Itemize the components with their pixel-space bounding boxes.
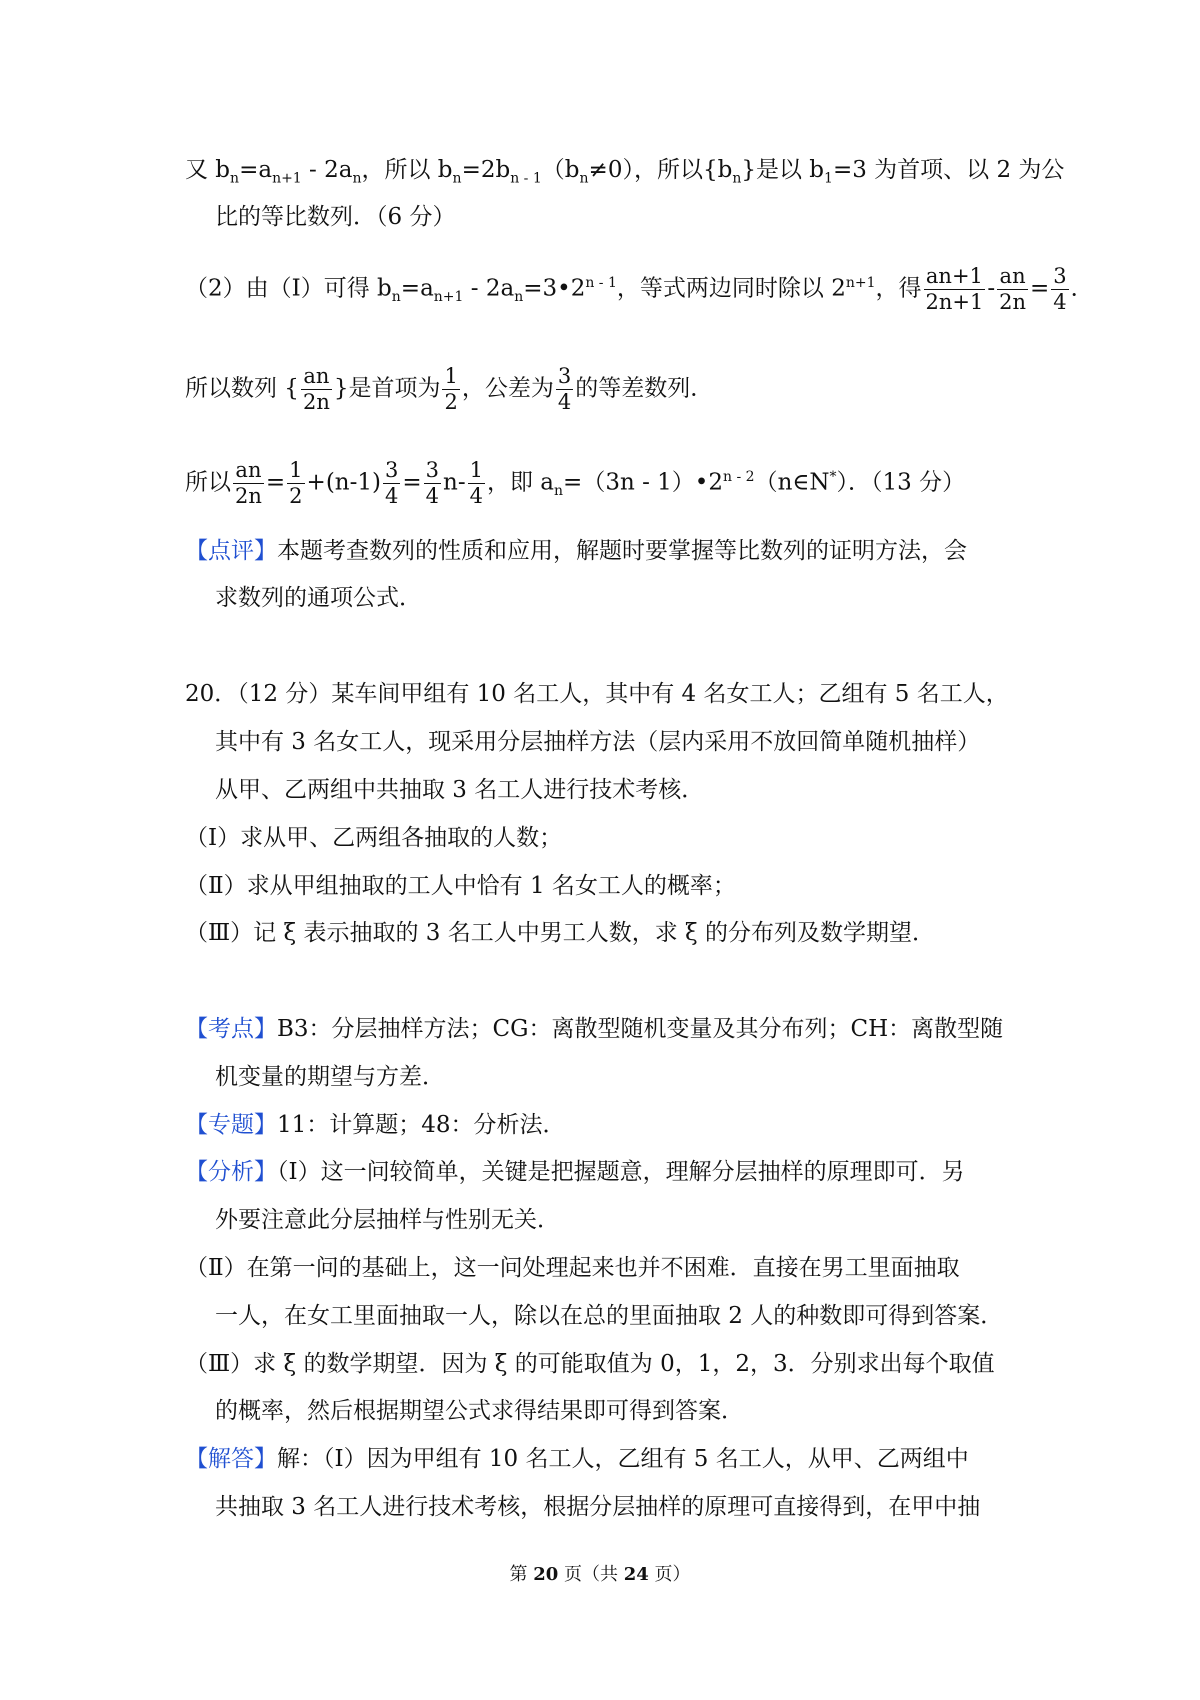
fraction: $\frac{3}{4}$ [384, 458, 399, 508]
zhuanti-tag: 【专题】 [185, 1112, 277, 1138]
fraction: $\frac{an}{2n}$ [999, 264, 1027, 314]
jieda-line-1: 【解答】解：（Ⅰ）因为甲组有 10 名工人，乙组有 5 名工人，从甲、乙两组中 [185, 1446, 969, 1472]
fenxi-tag: 【分析】 [185, 1159, 277, 1185]
fraction: $\frac{1}{2}$ [444, 364, 458, 414]
fenxi-line-2: 外要注意此分层抽样与性别无关． [215, 1207, 560, 1233]
fenxi-line-6: 的概率，然后根据期望公式求得结果即可得到答案． [215, 1398, 744, 1424]
question-3: （Ⅲ）记 ξ 表示抽取的 3 名工人中男工人数，求 ξ 的分布列及数学期望． [185, 920, 936, 946]
question-2: （Ⅱ）求从甲组抽取的工人中恰有 1 名女工人的概率； [185, 873, 736, 899]
page-total: 24 [623, 1564, 649, 1585]
fenxi-line-5: （Ⅲ）求 ξ 的数学期望．因为 ξ 的可能取值为 0，1，2，3．分别求出每个取值 [185, 1351, 995, 1377]
question-1: （Ⅰ）求从甲、乙两组各抽取的人数； [185, 825, 563, 851]
comment-line-1: 【点评】本题考查数列的性质和应用，解题时要掌握等比数列的证明方法，会 [185, 538, 967, 564]
fraction: $\frac{an}{2n}$ [302, 364, 330, 414]
solution-line-1: 又 $b_n=a_{n+1} - 2a_n$，所以 $b_n=2b_{n - 1}(b_n\ne 0)$，所以$\{b_n\}$是以 $b_1=3$ 为首项、以 2 为公 [185, 157, 1065, 187]
fraction: $\frac{1}{4}$ [469, 458, 483, 508]
kaodian-line-2: 机变量的期望与方差． [215, 1064, 445, 1090]
zhuanti-line: 【专题】11：计算题；48：分析法． [185, 1112, 566, 1138]
page-footer: 第 20 页（共 24 页） [509, 1564, 691, 1585]
jieda-line-2: 共抽取 3 名工人进行技术考核，根据分层抽样的原理可直接得到，在甲中抽 [215, 1494, 981, 1520]
fraction: $\frac{an+1}{2n+1}$ [925, 264, 984, 314]
kaodian-line-1: 【考点】B3：分层抽样方法；CG：离散型随机变量及其分布列；CH：离散型随 [185, 1016, 1004, 1042]
page-number: 20 [533, 1564, 559, 1585]
solution-line-2: 比的等比数列．（6 分） [215, 204, 456, 230]
jieda-tag: 【解答】 [185, 1446, 277, 1472]
fraction: $\frac{3}{4}$ [1053, 264, 1067, 314]
kaodian-tag: 【考点】 [185, 1016, 277, 1042]
fraction: $\frac{3}{4}$ [557, 364, 572, 414]
solution-line-3: （2）由（I）可得 $b_n=a_{n+1}$ - $2a_n=3•2^{n - 1}$，等式两边同时除以 $2^{n+1}$，得 $\frac{an+1}{2n+1}$ - $\frac{an}{2n}$ = $\frac{3}{4}$ ． [185, 264, 1094, 314]
fraction: $\frac{an}{2n}$ [235, 458, 262, 508]
solution-line-4: 所以数列 { $\frac{an}{2n}$ }是首项为 $\frac{1}{2}$ ，公差为 $\frac{3}{4}$ 的等差数列． [185, 364, 714, 414]
fraction: $\frac{3}{4}$ [425, 458, 440, 508]
comment-line-2: 求数列的通项公式． [215, 585, 422, 611]
problem-line-3: 从甲、乙两组中共抽取 3 名工人进行技术考核． [215, 777, 705, 803]
fenxi-line-4: 一人，在女工里面抽取一人，除以在总的里面抽取 2 人的种数即可得到答案． [215, 1303, 1004, 1329]
fenxi-line-1: 【分析】（Ⅰ）这一问较简单，关键是把握题意，理解分层抽样的原理即可．另 [185, 1159, 965, 1185]
fenxi-line-3: （Ⅱ）在第一问的基础上，这一问处理起来也并不困难．直接在男工里面抽取 [185, 1255, 960, 1281]
solution-line-5: 所以 $\frac{an}{2n}$ = $\frac{1}{2}$ +(n-1) $\frac{3}{4}$ = $\frac{3}{4}$ n- $\frac{1}{4}$ ，即 $a_n=(3n$ - 1）•2$^{n - 2}$（n∈N*）．（13 分） [185, 458, 966, 508]
problem-line-1: 20．（12 分）某车间甲组有 10 名工人，其中有 4 名女工人；乙组有 5 名工人， [185, 681, 1009, 707]
comment-tag: 【点评】 [185, 538, 277, 564]
problem-line-2: 其中有 3 名女工人，现采用分层抽样方法（层内采用不放回简单随机抽样） [215, 729, 981, 755]
fraction: $\frac{1}{2}$ [289, 458, 303, 508]
